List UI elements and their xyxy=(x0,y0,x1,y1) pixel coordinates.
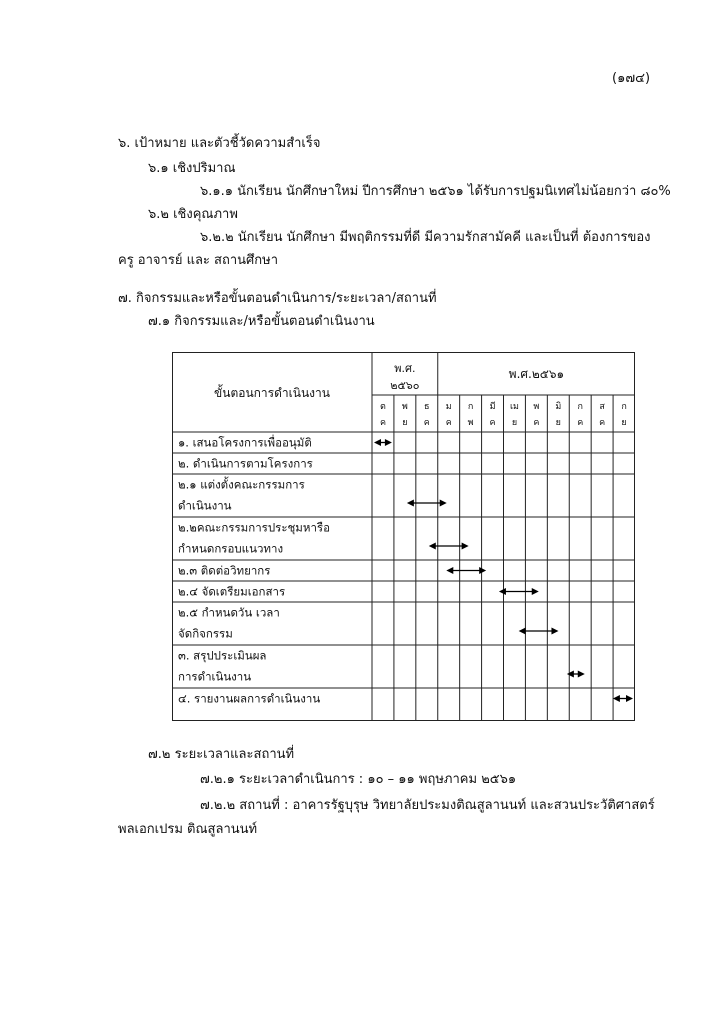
gantt-arrow-left xyxy=(519,628,526,635)
gantt-step-label: ๒.๒คณะกรรมการประชุมหารือ xyxy=(178,520,331,535)
gantt-month-label: มี xyxy=(489,402,496,412)
section7-1-heading: ๗.๑ กิจกรรมและ/หรือขั้นตอนดำเนินงาน xyxy=(148,314,375,329)
section6-heading: ๖. เป้าหมาย และตัวชี้วัดความสำเร็จ xyxy=(118,136,321,151)
gantt-arrow-right xyxy=(532,588,539,595)
section6-1-1-text: ๖.๑.๑ นักเรียน นักศึกษาใหม่ ปีการศึกษา ๒๕๖๑ ได้รับการปฐมนิเทศไม่น้อยกว่า ๘๐% xyxy=(200,184,671,199)
gantt-header-steps: ขั้นตอนการดำเนินงาน xyxy=(214,386,330,400)
gantt-step-label: การดำเนินงาน xyxy=(178,669,252,684)
gantt-step-label: ดำเนินงาน xyxy=(178,498,232,513)
gantt-step-label: ๒.๑ แต่งตั้งคณะกรรมการ xyxy=(178,477,305,492)
section7-2-2-text-line2: พลเอกเปรม ติณสูลานนท์ xyxy=(118,822,258,837)
gantt-arrow-left xyxy=(499,588,506,595)
gantt-arrow-right xyxy=(385,439,392,446)
gantt-step-label: ๓. สรุปประเมินผล xyxy=(178,648,267,663)
gantt-month-label: ค xyxy=(599,418,606,428)
gantt-step-label: กำหนดกรอบแนวทาง xyxy=(178,541,284,556)
gantt-month-label: พ xyxy=(533,402,540,412)
gantt-arrow-right xyxy=(551,628,558,635)
section7-2-1-text: ๗.๒.๑ ระยะเวลาดำเนินการ : ๑๐ – ๑๑ พฤษภาคม ๒๕๖๑ xyxy=(200,772,517,787)
gantt-month-label: พ xyxy=(467,418,474,428)
gantt-month-label: ส xyxy=(599,402,605,412)
gantt-month-label: ค xyxy=(489,418,496,428)
gantt-month-label: พ xyxy=(401,402,408,412)
gantt-step-label: ๑. เสนอโครงการเพื่ออนุมัติ xyxy=(178,435,312,450)
gantt-grid xyxy=(172,352,635,721)
gantt-step-label: ๒.๕ กำหนดวัน เวลา xyxy=(178,605,280,620)
gantt-step-label: ๔. รายงานผลการดำเนินงาน xyxy=(178,691,321,706)
gantt-month-label: เม xyxy=(509,402,519,412)
gantt-step-label: ๒. ดำเนินการตามโครงการ xyxy=(178,456,313,471)
gantt-arrow-right xyxy=(578,671,585,678)
gantt-arrow-right xyxy=(479,567,486,574)
gantt-month-label: ค xyxy=(577,418,584,428)
gantt-year1-label: พ.ศ. xyxy=(394,362,416,375)
gantt-arrow-left xyxy=(374,439,381,446)
gantt-year2-label: พ.ศ.๒๕๖๑ xyxy=(508,367,565,381)
section7-heading: ๗. กิจกรรมและหรือขั้นตอนดำเนินการ/ระยะเวลา/สถานที่ xyxy=(118,291,437,306)
gantt-arrow-right xyxy=(626,695,633,702)
gantt-arrow-left xyxy=(567,671,574,678)
gantt-step-label: ๒.๔ จัดเตรียมเอกสาร xyxy=(178,584,286,599)
gantt-arrow-left xyxy=(613,695,620,702)
section6-2-heading: ๖.๒ เชิงคุณภาพ xyxy=(148,207,238,222)
gantt-month-label: ค xyxy=(533,418,540,428)
gantt-arrow-left xyxy=(407,500,414,507)
section6-2-2-text-line1: ๖.๒.๒ นักเรียน นักศึกษา มีพฤติกรรมที่ดี มีความรักสามัคคี และเป็นที่ ต้องการของ xyxy=(200,230,651,245)
gantt-month-label: ธ xyxy=(424,402,430,412)
gantt-month-label: ย xyxy=(402,418,408,428)
gantt-month-label: ต xyxy=(380,402,386,412)
gantt-month-label: ก xyxy=(577,402,583,412)
section7-2-2-text-line1: ๗.๒.๒ สถานที่ : อาคารรัฐบุรุษ วิทยาลัยประมงติณสูลานนท์ และสวนประวัติศาสตร์ xyxy=(200,798,655,813)
gantt-month-label: ย xyxy=(555,418,561,428)
page-number: (๑๗๔) xyxy=(612,71,651,86)
gantt-month-label: ค xyxy=(379,418,386,428)
gantt-year1-number: ๒๕๖๐ xyxy=(390,379,420,392)
gantt-table xyxy=(172,352,635,721)
section7-2-heading: ๗.๒ ระยะเวลาและสถานที่ xyxy=(148,747,295,762)
gantt-arrow-right xyxy=(440,500,447,507)
section6-2-2-text-line2: ครู อาจารย์ และ สถานศึกษา xyxy=(118,253,279,268)
gantt-month-label: ย xyxy=(621,418,627,428)
gantt-step-label: ๒.๓ ติดต่อวิทยากร xyxy=(178,563,271,578)
gantt-month-label: ค xyxy=(445,418,452,428)
gantt-arrow-left xyxy=(446,567,453,574)
gantt-arrow-left xyxy=(429,543,436,550)
gantt-month-label: ก xyxy=(621,402,627,412)
gantt-month-label: ย xyxy=(511,418,518,428)
gantt-arrow-right xyxy=(462,543,469,550)
gantt-month-label: ก xyxy=(467,402,474,412)
gantt-month-label: มิ xyxy=(555,402,562,412)
gantt-month-label: ค xyxy=(423,418,430,428)
gantt-month-label: ม xyxy=(445,402,452,412)
gantt-step-label: จัดกิจกรรม xyxy=(178,626,233,641)
section6-1-heading: ๖.๑ เชิงปริมาณ xyxy=(148,161,236,176)
